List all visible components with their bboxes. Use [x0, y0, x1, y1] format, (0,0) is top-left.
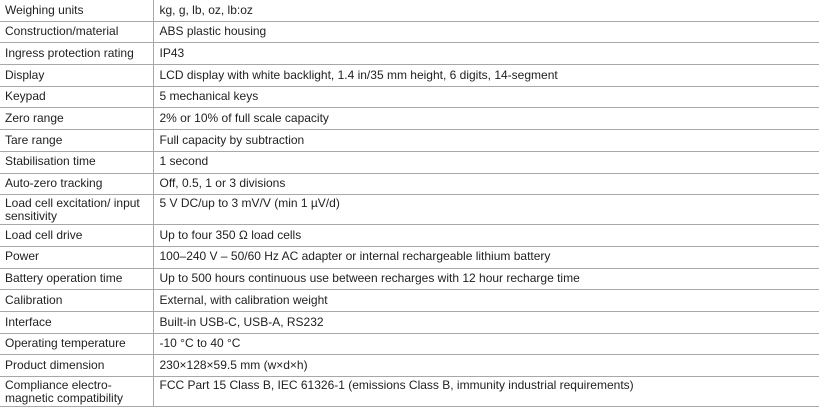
spec-label: Zero range: [0, 108, 153, 130]
table-row: [0, 86, 819, 108]
spec-value: 5 V DC/up to 3 mV/V (min 1 µV/d): [153, 195, 819, 225]
table-row: [0, 355, 819, 377]
spec-label: Tare range: [0, 130, 153, 152]
table-row: [0, 21, 819, 43]
table-row: [0, 268, 819, 290]
spec-value: Full capacity by subtraction: [153, 130, 819, 152]
spec-label: Construction/material: [0, 21, 153, 43]
spec-value: 5 mechanical keys: [153, 86, 819, 108]
spec-value: FCC Part 15 Class B, IEC 61326-1 (emissions Class B, immunity industrial requirements): [153, 377, 819, 407]
spec-value: IP43: [153, 43, 819, 65]
spec-value: Up to four 350 Ω load cells: [153, 225, 819, 247]
table-row: [0, 108, 819, 130]
spec-label: Calibration: [0, 290, 153, 312]
table-row: [0, 290, 819, 312]
spec-label: Ingress protection rating: [0, 43, 153, 65]
spec-label: Power: [0, 246, 153, 268]
spec-value: ABS plastic housing: [153, 21, 819, 43]
table-row: [0, 377, 819, 407]
spec-value: 1 second: [153, 151, 819, 173]
spec-label: Operating temperature: [0, 333, 153, 355]
spec-label: Stabilisation time: [0, 151, 153, 173]
table-row: [0, 333, 819, 355]
spec-label: Keypad: [0, 86, 153, 108]
table-row: [0, 195, 819, 225]
spec-value: 230×128×59.5 mm (w×d×h): [153, 355, 819, 377]
table-row: [0, 151, 819, 173]
spec-value: Built-in USB-C, USB-A, RS232: [153, 311, 819, 333]
spec-value: External, with calibration weight: [153, 290, 819, 312]
spec-label: Display: [0, 65, 153, 87]
spec-label: Auto-zero tracking: [0, 173, 153, 195]
spec-value: Up to 500 hours continuous use between recharges with 12 hour recharge time: [153, 268, 819, 290]
table-row: [0, 0, 819, 21]
spec-value: LCD display with white backlight, 1.4 in/35 mm height, 6 digits, 14-segment: [153, 65, 819, 87]
spec-value: kg, g, lb, oz, lb:oz: [153, 0, 819, 21]
table-row: [0, 311, 819, 333]
spec-value: 100–240 V – 50/60 Hz AC adapter or internal rechargeable lithium battery: [153, 246, 819, 268]
spec-label: Weighing units: [0, 0, 153, 21]
spec-value: -10 °C to 40 °C: [153, 333, 819, 355]
spec-label: Battery operation time: [0, 268, 153, 290]
table-row: [0, 43, 819, 65]
spec-value: Off, 0.5, 1 or 3 divisions: [153, 173, 819, 195]
table-row: [0, 130, 819, 152]
table-row: [0, 246, 819, 268]
spec-value: 2% or 10% of full scale capacity: [153, 108, 819, 130]
spec-label: Compliance electro- magnetic compatibility: [0, 377, 153, 407]
table-row: [0, 225, 819, 247]
table-row: [0, 173, 819, 195]
spec-label: Load cell drive: [0, 225, 153, 247]
spec-label: Load cell excitation/ input sensitivity: [0, 195, 153, 225]
spec-label: Interface: [0, 311, 153, 333]
table-row: [0, 65, 819, 87]
spec-label: Product dimension: [0, 355, 153, 377]
